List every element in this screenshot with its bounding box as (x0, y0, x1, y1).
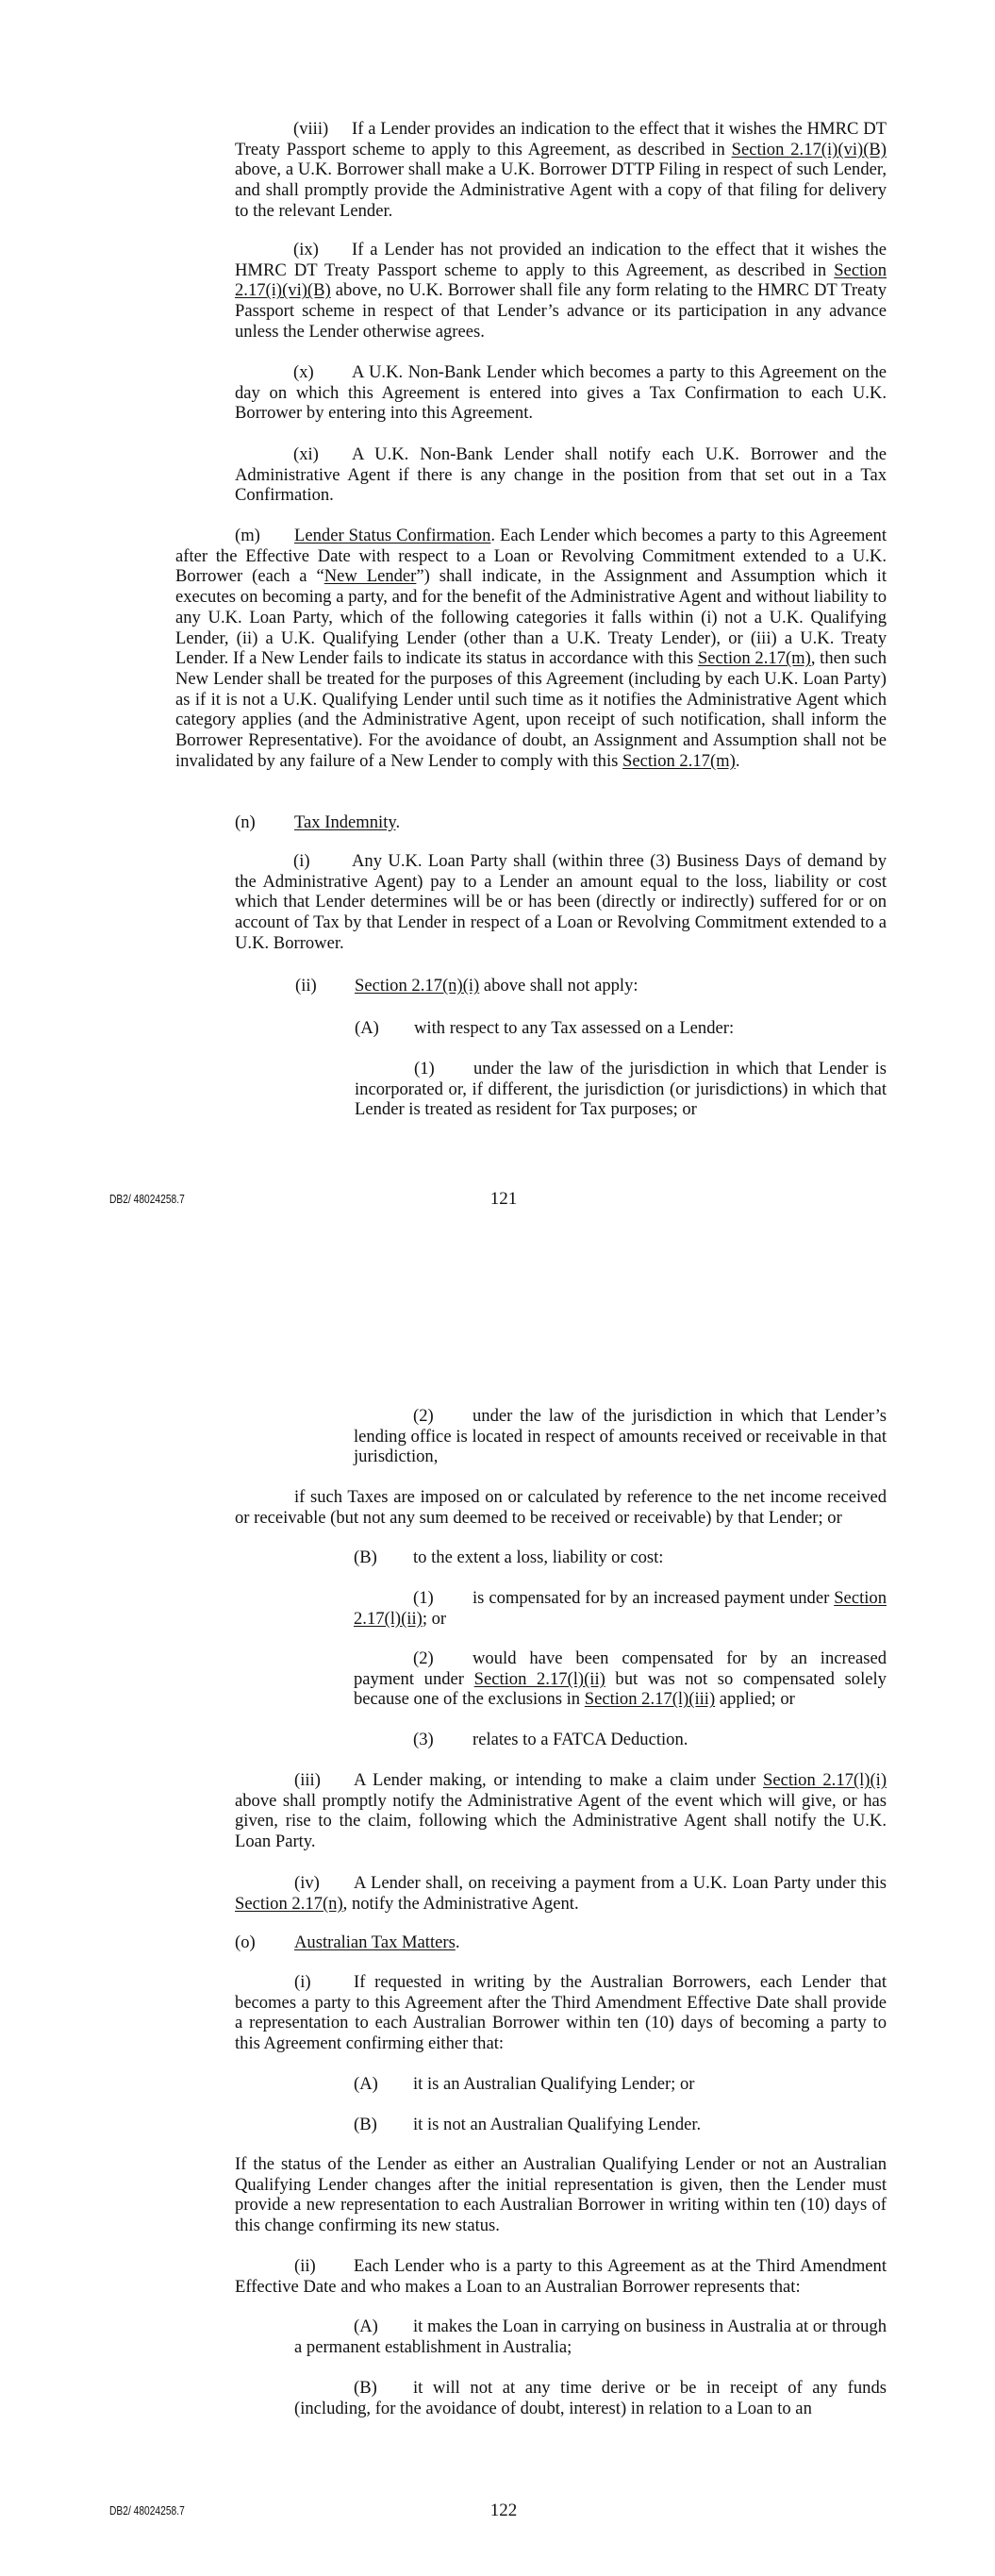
section-reference: Section 2.17(l)(iii) (584, 1689, 716, 1710)
clause-label: (B) (354, 2378, 377, 2398)
page-number: 122 (489, 2501, 518, 2520)
clause-text: A U.K. Non-Bank Lender shall notify each U.K. Borrower and the Administrative Agent if there is any change in the position from that set out in a Tax Confirmation. (235, 444, 887, 506)
clause-paragraph (235, 119, 887, 222)
footer-document-id: DB2/ 48024258.7 (109, 1193, 185, 1206)
section-reference: Lender Status Confirmation (294, 526, 491, 545)
clause-paragraph (354, 2115, 887, 2135)
clause-paragraph (235, 1873, 887, 1914)
clause-paragraph (235, 851, 887, 954)
clause-paragraph (235, 812, 887, 833)
section-reference: Section 2.17(m) (697, 648, 811, 669)
clause-paragraph (294, 2317, 887, 2357)
clause-text: if such Taxes are imposed on or calculated by reference to the net income received or receivable (but not any sum deemed to be received or receivable) by that Lender; or (235, 1487, 887, 1528)
clause-text: , then such New Lender shall be treated for the purposes of this Agreement (including by each U.K. Loan Party) as if it is not a U.K. Qualifying Lender until such time as it notifies the Administrative Agent which category applies (and the Administrative Agent, upon receipt of such notification, shall inform the Borrower Representative). For the avoidance of doubt, an Assignment and Assumption shall not be invalidated by any failure of a New Lender to comply with this (175, 648, 887, 771)
section-reference: Australian Tax Matters (294, 1932, 456, 1952)
clause-paragraph (294, 2378, 887, 2418)
clause-label: (2) (413, 1648, 434, 1668)
clause-label: (xi) (293, 444, 319, 464)
clause-label: (i) (294, 1972, 311, 1992)
clause-text: with respect to any Tax assessed on a Lender: (414, 1018, 735, 1038)
clause-label: (A) (354, 2074, 378, 2094)
clause-text: If a Lender has not provided an indication to the effect that it wishes the HMRC DT Treaty Passport scheme to apply to this Agreement, as described in (235, 240, 887, 280)
clause-paragraph (235, 2256, 887, 2297)
clause-text: under the law of the jurisdiction in which that Lender’s lending office is located in respect of amounts received or receivable in that jurisdiction, (354, 1406, 887, 1467)
clause-text: would have been compensated for by an increased payment under (354, 1648, 887, 1689)
clause-text: . (455, 1932, 460, 1952)
clause-paragraph (235, 2154, 887, 2236)
clause-label: (i) (293, 851, 310, 871)
clause-text: relates to a FATCA Deduction. (473, 1730, 688, 1749)
clause-label: (3) (413, 1730, 434, 1749)
clause-label: (viii) (293, 119, 329, 139)
section-reference: Section 2.17(i)(vi)(B) (731, 139, 887, 159)
clause-paragraph (354, 1648, 887, 1710)
clause-label: (A) (354, 2317, 378, 2336)
clause-text: is compensated for by an increased payment under (473, 1588, 835, 1608)
clause-text: under the law of the jurisdiction in which that Lender is incorporated or, if different, the jurisdiction (or jurisdictions) in which that Lender is treated as resident for Tax purposes; or (355, 1059, 887, 1120)
clause-paragraph (354, 1547, 887, 1568)
clause-text: above shall promptly notify the Administrative Agent of the event which will give, or has given, rise to the claim, following which the Administrative Agent shall notify the U.K. Loan Party. (235, 1790, 887, 1852)
clause-text: ; or (422, 1608, 447, 1629)
section-reference: Section 2.17(i)(vi)(B) (235, 259, 887, 301)
clause-text: . Each Lender which becomes a party to this Agreement after the Effective Date with respect to a Loan or Revolving Commitment extended to a U.K. Borrower (each a “ (175, 526, 887, 587)
section-reference: Section 2.17(n)(i) (355, 976, 480, 995)
clause-text: applied; or (715, 1689, 795, 1710)
clause-text: but was not so compensated solely because one of the exclusions in (354, 1668, 887, 1710)
clause-label: (B) (354, 2115, 377, 2134)
clause-text: above, no U.K. Borrower shall file any form relating to the HMRC DT Treaty Passport scheme in respect of that Lender’s advance or its participation in any advance unless the Lender otherwise agrees. (235, 280, 887, 342)
clause-paragraph (354, 1730, 887, 1750)
clause-label: (B) (354, 1547, 377, 1567)
clause-text: to the extent a loss, liability or cost: (413, 1547, 664, 1567)
section-reference: Section 2.17(l)(i) (762, 1770, 887, 1790)
clause-text: it is an Australian Qualifying Lender; or (413, 2074, 695, 2094)
clause-text: If requested in writing by the Australian Borrowers, each Lender that becomes a party to this Agreement after the Third Amendment Effective Date shall provide a representation to each Australian Borrower within ten (10) days of becoming a party to this Agreement confirming either that: (235, 1972, 887, 2054)
clause-paragraph (235, 1972, 887, 2054)
clause-paragraph (355, 1018, 887, 1039)
clause-text: . (395, 812, 401, 832)
section-reference: Section 2.17(l)(ii) (473, 1668, 605, 1689)
clause-label: (iv) (294, 1873, 320, 1893)
clause-paragraph (235, 444, 887, 506)
clause-text: it will not at any time derive or be in receipt of any funds (including, for the avoidance of doubt, interest) in relation to a Loan to an (294, 2378, 887, 2418)
clause-text: A U.K. Non-Bank Lender which becomes a party to this Agreement on the day on which this Agreement is entered into gives a Tax Confirmation to each U.K. Borrower by entering into this Agreement. (235, 362, 887, 424)
clause-label: (m) (235, 526, 260, 545)
clause-paragraph (354, 1406, 887, 1467)
clause-label: (ii) (295, 976, 317, 995)
clause-text: If the status of the Lender as either an Australian Qualifying Lender or not an Australian Qualifying Lender changes after the initial representation is given, then the Lender must provide a new representation to each Australian Borrower in writing within ten (10) days of this change confirming its new status. (235, 2154, 887, 2236)
clause-paragraph (235, 1932, 887, 1953)
clause-paragraph (235, 240, 887, 343)
clause-text: it makes the Loan in carrying on business in Australia at or through a permanent establishment in Australia; (294, 2317, 887, 2357)
clause-label: (n) (235, 812, 256, 832)
clause-label: (x) (293, 362, 314, 382)
clause-text: Any U.K. Loan Party shall (within three (3) Business Days of demand by the Administrative Agent) pay to a Lender an amount equal to the loss, liability or cost which that Lender determines will be or has been (directly or indirectly) suffered for or on account of Tax by that Lender in respect of a Loan or Revolving Commitment extended to a U.K. Borrower. (235, 851, 887, 953)
clause-text: above, a U.K. Borrower shall make a U.K. Borrower DTTP Filing in respect of such Lender, and shall promptly provide the Administrative Agent with a copy of that filing for delivery to the relevant Lender. (235, 159, 887, 221)
clause-paragraph (355, 1059, 887, 1120)
clause-paragraph (235, 1487, 887, 1528)
clause-paragraph (235, 1770, 887, 1852)
clause-text: If a Lender provides an indication to the effect that it wishes the HMRC DT Treaty Passport scheme to apply to this Agreement, as described in (235, 119, 887, 159)
section-reference: Section 2.17(l)(ii) (354, 1588, 887, 1629)
clause-label: (A) (355, 1018, 379, 1038)
clause-paragraph (175, 526, 887, 771)
clause-paragraph (354, 1588, 887, 1629)
clause-label: (2) (413, 1406, 434, 1426)
clause-text: A Lender shall, on receiving a payment from a U.K. Loan Party under this (354, 1873, 887, 1893)
clause-text: . (735, 750, 740, 771)
section-reference: New Lender (323, 566, 417, 587)
clause-label: (1) (414, 1059, 435, 1079)
clause-text: ”) shall indicate, in the Assignment and Assumption which it executes on becoming a party, and for the benefit of the Administrative Agent and without liability to any U.K. Loan Party, which of the following categories it falls within (i) not a U.K. Qualifying Lender, (ii) a U.K. Qualifying Lender (other than a U.K. Treaty Lender), or (iii) a U.K. Treaty Lender. If a New Lender fails to indicate its status in accordance with this (175, 566, 887, 669)
section-reference: Section 2.17(n) (235, 1893, 343, 1914)
clause-paragraph (354, 2074, 887, 2095)
clause-label: (1) (413, 1588, 434, 1608)
page-number: 121 (489, 1189, 518, 1209)
footer-document-id: DB2/ 48024258.7 (109, 2504, 185, 2517)
section-reference: Tax Indemnity (294, 812, 396, 832)
clause-text: Each Lender who is a party to this Agreement as at the Third Amendment Effective Date and who makes a Loan to an Australian Borrower represents that: (235, 2256, 887, 2297)
clause-label: (o) (235, 1932, 256, 1952)
clause-label: (ix) (293, 240, 319, 259)
clause-label: (iii) (294, 1770, 321, 1790)
clause-paragraph (235, 976, 887, 996)
clause-paragraph (235, 362, 887, 424)
clause-text: it is not an Australian Qualifying Lender. (413, 2115, 702, 2134)
section-reference: Section 2.17(m) (622, 750, 736, 771)
clause-text: above shall not apply: (479, 976, 638, 995)
clause-text: A Lender making, or intending to make a claim under (354, 1770, 763, 1790)
clause-label: (ii) (294, 2256, 316, 2276)
clause-text: , notify the Administrative Agent. (342, 1893, 579, 1914)
